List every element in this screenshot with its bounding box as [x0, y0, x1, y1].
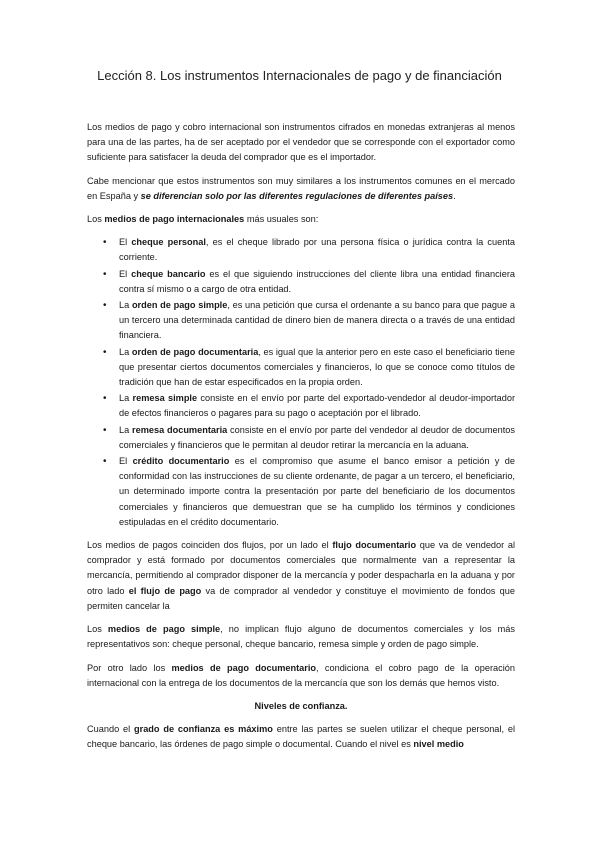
list-item: [87, 391, 515, 421]
text-run: , es el cheque librado por una persona física o jurídica contra la cuenta corriente.: [119, 237, 515, 263]
text-run: Por otro lado los: [87, 662, 172, 673]
bold-term: cheque personal: [131, 237, 206, 248]
list-item: [87, 423, 515, 453]
bold-term: remesa documentaria: [132, 424, 228, 435]
text-run: .: [453, 190, 456, 201]
bullet-icon: •: [103, 346, 107, 358]
bold-term: grado de confianza es máximo: [134, 724, 273, 735]
bullet-icon: •: [103, 393, 107, 405]
bold-term: nivel medio: [413, 739, 464, 750]
text-run: , es igual que la anterior pero en este caso el beneficiario tiene que presentar ciertos documentos comerciales y financieros, lo que se conoce como títulos de tradición que han de estar especificados en la propia orden.: [119, 346, 515, 388]
text-run: La: [119, 346, 132, 357]
bold-term: remesa simple: [132, 393, 198, 404]
paragraph-list-intro: [87, 212, 515, 227]
paragraph-similarity: [87, 174, 515, 204]
heading-text: Niveles de confianza.: [254, 700, 348, 711]
paragraph-flows: [87, 538, 515, 614]
paragraph-intro: Los medios de pago y cobro internacional son instrumentos cifrados en monedas extranjeras al menos para una de las partes, ha de ser aceptado por el vendedor que se corresponde con el exportador como suficiente para satisfacer la deuda del comprador que es el importador.: [87, 122, 515, 163]
emphasis-text: se diferencian solo por las diferentes regulaciones de diferentes países: [140, 190, 454, 201]
text-run: , condiciona el cobro pago de la operación internacional con la entrega de los documentos de la mercancía que son los demás que hemos visto.: [87, 662, 515, 688]
text-run: La: [119, 424, 133, 435]
document-body: [87, 120, 515, 761]
text-run: La: [119, 300, 132, 311]
section-heading: [87, 699, 515, 714]
bold-term: medios de pago documentario: [171, 662, 317, 673]
text-run: El: [119, 456, 133, 467]
text-run: Cuando el: [87, 724, 134, 735]
text-run: más usuales son:: [244, 214, 319, 225]
bold-term: medios de pago simple: [107, 624, 221, 635]
paragraph-documentary-means: [87, 661, 515, 691]
bullet-icon: •: [103, 424, 107, 436]
bullet-icon: •: [103, 268, 107, 280]
text-run: La: [119, 393, 133, 404]
bold-term: el flujo de pago: [128, 585, 202, 596]
text-run: es el compromiso que asume el banco emisor a petición y de conformidad con las instrucciones de su cliente ordenante, de pagar a un tercero, el beneficiario, un determinado importe contra la presentación por parte del beneficiario de los documentos comerciales y financieros que demuestran que se ha cumplido los términos y condiciones estipuladas en el crédito documentario.: [119, 456, 516, 527]
list-item: [87, 454, 515, 530]
payment-means-list: [87, 235, 515, 530]
text-run: Cabe mencionar que estos instrumentos son muy similares a los instrumentos comunes en el mercado en España y: [87, 175, 515, 201]
bold-term: flujo documentario: [332, 540, 417, 551]
list-item: [87, 235, 515, 265]
page-title: Lección 8. Los instrumentos Internacionales de pago y de financiación: [97, 68, 502, 83]
list-item: [87, 298, 515, 344]
bold-term: orden de pago simple: [131, 300, 228, 311]
bold-term: crédito documentario: [132, 456, 230, 467]
text-run: El: [119, 237, 132, 248]
paragraph-simple-means: [87, 622, 515, 652]
bold-term: medios de pago internacionales: [104, 214, 245, 225]
text-run: Los: [87, 624, 108, 635]
text-run: entre las partes se suelen utilizar el cheque personal, el cheque bancario, las órdenes de pago simple o documental. Cuando el nivel es: [87, 724, 515, 750]
bullet-icon: •: [103, 456, 107, 468]
text-run: Los medios de pagos coinciden dos flujos, por un lado el: [87, 540, 333, 551]
text-run: va de comprador al vendedor y constituye el movimiento de fondos que permiten cancelar la: [87, 585, 515, 611]
list-item: [87, 345, 515, 391]
text-run: El: [119, 268, 132, 279]
text-run: Los: [87, 214, 105, 225]
bold-term: cheque bancario: [131, 268, 206, 279]
text-run: que va de vendedor al comprador y está formado por documentos comerciales que normalmente van a representar la mercancía, permitiendo al comprador disponer de la mercancía y poder despacharla en la aduana y por otro lado: [87, 540, 515, 596]
bullet-icon: •: [103, 300, 107, 312]
text-run: , no implican flujo alguno de documentos comerciales y los más representativos son: cheque personal, cheque bancario, remesa simple y orden de pago simple.: [87, 624, 516, 650]
bullet-icon: •: [103, 237, 107, 249]
paragraph-trust-levels: [87, 722, 515, 752]
text-run: consiste en el envío por parte del exportado-vendedor al deudor-importador de efectos financieros o pagares para su pago o aceptación por el librado.: [119, 393, 516, 419]
text-run: es el que siguiendo instrucciones del cliente libra una entidad financiera contra sí mismo o a cargo de otra entidad.: [119, 268, 516, 294]
text-run: , es una petición que cursa el ordenante a su banco para que pague a un tercero una determinada cantidad de dinero bien de manera directa o a través de una entidad financiera.: [119, 300, 515, 341]
list-item: [87, 267, 515, 297]
bold-term: orden de pago documentaria: [131, 346, 259, 357]
text-run: consiste en el envío por parte del vendedor al deudor de documentos comerciales y financieros que le permitan al deudor retirar la mercancía en la aduana.: [119, 424, 515, 450]
